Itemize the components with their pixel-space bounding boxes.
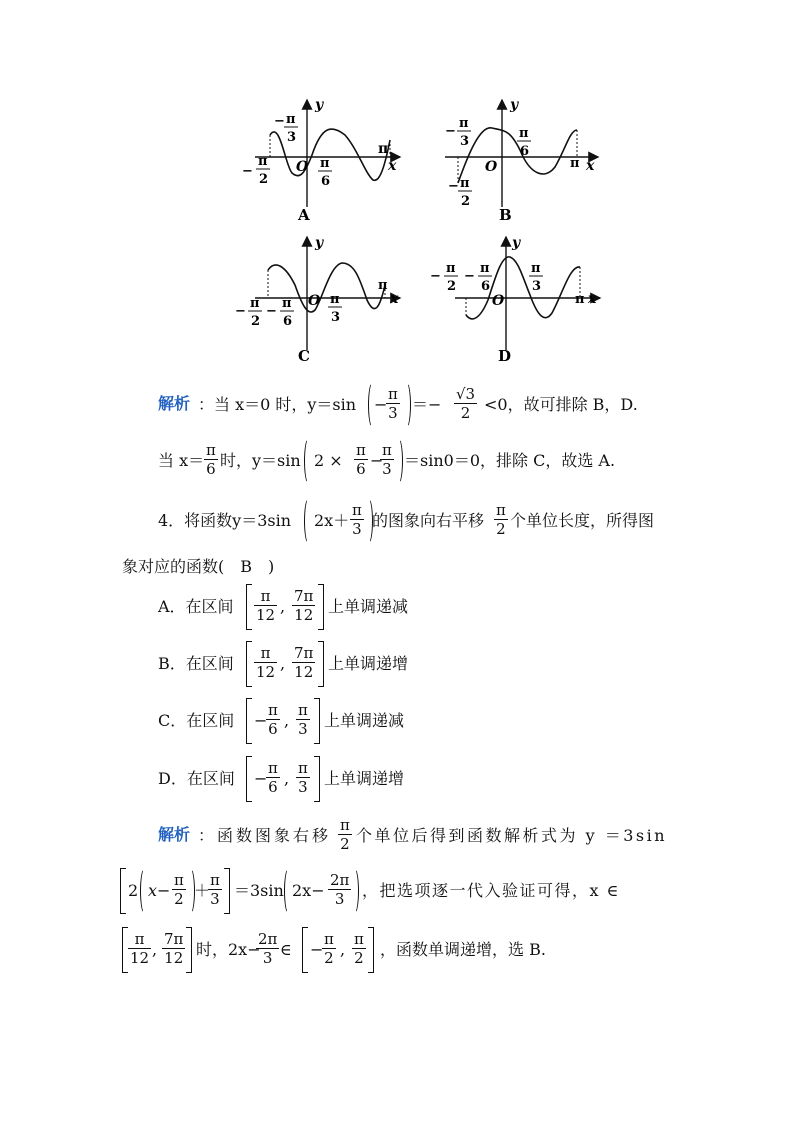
frac-7pi-12: $\frac{7\pi}{12}$ (164, 930, 184, 967)
paren-left (304, 438, 313, 484)
bracket-left (246, 641, 252, 687)
x-axis-label: x (388, 158, 397, 174)
svg-text:3: 3 (460, 134, 470, 149)
option-prefix: D．在区间 (158, 769, 235, 788)
option-lower-bound: $\frac{\pi}{6}$ (268, 759, 278, 796)
q4-stem-a: 4．将函数y＝3sin (158, 511, 292, 530)
svg-text:O: O (308, 293, 321, 309)
svg-text:π: π (480, 261, 490, 276)
option-suffix: 上单调递增 (324, 769, 405, 788)
comma: , (152, 940, 158, 959)
frac-2pi-3: $\frac{2\pi}{3}$ (330, 871, 350, 908)
analysis2-line2-d: ＝3sin (234, 881, 284, 900)
analysis1-text-c: ＝− (412, 395, 442, 414)
svg-text:x: x (390, 291, 399, 307)
frac-pi-2: $\frac{\pi}{2}$ (496, 501, 506, 538)
option-upper-bound: $\frac{7\pi}{12}$ (294, 587, 314, 624)
frac-pi-3: $\frac{\pi}{3}$ (382, 441, 392, 478)
graph-b-label: B (499, 206, 512, 224)
svg-text:−: − (274, 114, 285, 129)
svg-text:O: O (485, 159, 498, 175)
analysis2-line2-b: x− (148, 881, 171, 900)
paren-right (402, 382, 411, 428)
graph-b (445, 97, 598, 224)
graph-a (242, 97, 400, 224)
svg-text:y: y (510, 97, 519, 113)
plus-sign: ＋ (194, 881, 211, 900)
frac-pi-2: $\frac{\pi}{2}$ (324, 930, 334, 967)
svg-text:π: π (378, 278, 388, 293)
analysis2-line2-e: 2x− (292, 881, 325, 900)
svg-text:x: x (588, 291, 597, 307)
analysis-tag: 解析 (158, 396, 191, 413)
option-suffix: 上单调递减 (328, 597, 409, 616)
svg-text:−: − (242, 164, 253, 179)
svg-text:6: 6 (321, 174, 331, 189)
svg-text:−: − (266, 304, 277, 319)
frac-pi-3: $\frac{\pi}{3}$ (388, 385, 398, 422)
svg-text:π: π (575, 292, 585, 307)
option-prefix: B．在区间 (158, 654, 234, 673)
frac-pi-6: $\frac{\pi}{6}$ (356, 441, 366, 478)
q4-stem-line2: 象对应的函数( B ) (122, 557, 275, 576)
analysis1-line2-c: 2 × (314, 451, 343, 470)
svg-text:π: π (459, 116, 469, 131)
option-upper-bound: $\frac{\pi}{3}$ (298, 701, 308, 738)
frac-pi-2: $\frac{\pi}{2}$ (340, 816, 350, 853)
analysis2-line1-b: 个单位后得到函数解析式为 y ＝3sin (356, 826, 668, 845)
q4-stem-b: 2x＋ (314, 511, 350, 530)
comma: , (340, 940, 346, 959)
bracket-left (246, 698, 252, 744)
svg-text:−: − (464, 269, 475, 284)
svg-text:6: 6 (481, 279, 491, 294)
element-of: ∈ (280, 940, 292, 959)
graph-a-label: A (298, 206, 310, 224)
analysis1-line2-a: 当 x＝ (158, 451, 205, 470)
svg-text:2: 2 (461, 194, 471, 209)
q4-stem-c: 的图象向右平移 (372, 511, 485, 530)
option-suffix: 上单调递增 (328, 654, 409, 673)
svg-text:3: 3 (287, 130, 297, 145)
bracket-left (302, 927, 308, 973)
analysis1-text-a: ：当 x＝0 时，y＝sin (198, 395, 357, 414)
svg-text:y: y (315, 235, 324, 251)
bracket-right (318, 641, 324, 687)
analysis2-line3-a: 时，2x− (196, 940, 261, 959)
option-lower-bound: $\frac{\pi}{12}$ (256, 587, 276, 624)
analysis1-line2-b: 时，y＝sin (220, 451, 301, 470)
comma: , (284, 769, 290, 788)
svg-text:y: y (512, 235, 521, 251)
graph-d (430, 235, 600, 365)
svg-text:x: x (586, 158, 595, 174)
svg-text:π: π (250, 296, 260, 311)
frac-2pi-3: $\frac{2\pi}{3}$ (258, 930, 278, 967)
bracket-right (224, 868, 230, 914)
analysis-tag: 解析 (158, 827, 191, 844)
svg-text:π: π (282, 296, 292, 311)
svg-text:π: π (258, 154, 268, 169)
minus-sign: − (374, 395, 388, 414)
svg-text:3: 3 (331, 310, 341, 325)
svg-text:2: 2 (251, 314, 261, 329)
frac-pi-3: $\frac{\pi}{3}$ (210, 871, 220, 908)
svg-text:−: − (235, 304, 246, 319)
svg-text:−: − (448, 179, 459, 194)
bracket-right (186, 927, 192, 973)
graph-c (235, 235, 400, 365)
paren-left (304, 498, 313, 544)
frac-pi-2: $\frac{\pi}{2}$ (354, 930, 364, 967)
svg-text:π: π (286, 112, 296, 127)
analysis2-line3-c: ，函数单调递增，选 B. (380, 940, 546, 959)
analysis2-line2-f: ，把选项逐一代入验证可得，x ∈ (362, 881, 620, 900)
svg-text:3: 3 (532, 279, 542, 294)
option-suffix: 上单调递减 (324, 711, 405, 730)
option-prefix: A．在区间 (158, 597, 234, 616)
minus-sign: − (370, 451, 384, 470)
svg-text:π: π (320, 156, 330, 171)
svg-text:π: π (570, 156, 580, 171)
paren-right (394, 438, 403, 484)
bracket-left (246, 584, 252, 630)
option-lower-bound: $\frac{\pi}{6}$ (268, 701, 278, 738)
bracket-left (246, 756, 252, 802)
analysis1-line2-e: ＝sin0＝0，排除 C，故选 A. (404, 451, 616, 470)
frac-sqrt3-2: $\frac{√3}{2}$ (456, 385, 476, 422)
pi-label: π (378, 141, 389, 157)
y-axis-label: y (315, 97, 324, 113)
svg-text:π: π (330, 292, 340, 307)
frac-pi-6: $\frac{\pi}{6}$ (206, 441, 216, 478)
svg-text:6: 6 (520, 144, 530, 159)
svg-text:O: O (492, 293, 505, 309)
comma: , (284, 711, 290, 730)
frac-pi-2: $\frac{\pi}{2}$ (174, 871, 184, 908)
svg-text:π: π (446, 261, 456, 276)
svg-text:2: 2 (259, 172, 269, 187)
bracket-right (368, 927, 374, 973)
paren-right (350, 868, 359, 914)
bracket-left (120, 868, 126, 914)
analysis2-line1-a: ：函数图象右移 (198, 826, 332, 845)
svg-text:π: π (460, 176, 470, 191)
graph-d-label: D (498, 347, 512, 365)
bracket-right (314, 698, 320, 744)
graph-c-label: C (298, 347, 310, 365)
bracket-right (318, 584, 324, 630)
svg-text:π: π (519, 126, 529, 141)
svg-text:2: 2 (447, 279, 457, 294)
q4-stem-d: 个单位长度，所得图 (510, 511, 655, 530)
option-upper-bound: $\frac{7\pi}{12}$ (294, 644, 314, 681)
origin-label: O (296, 159, 309, 175)
analysis2-line2-a: 2 (128, 881, 139, 900)
graphs-figure (230, 95, 620, 375)
svg-text:π: π (531, 261, 541, 276)
bracket-right (314, 756, 320, 802)
option-upper-bound: $\frac{\pi}{3}$ (298, 759, 308, 796)
svg-text:−: − (430, 269, 441, 284)
option-lower-bound: $\frac{\pi}{12}$ (256, 644, 276, 681)
analysis1-text-d: <0，故可排除 B，D. (484, 395, 638, 414)
minus-sign: − (310, 940, 324, 959)
svg-text:6: 6 (283, 314, 293, 329)
minus-sign: − (254, 769, 268, 788)
comma: , (280, 654, 286, 673)
option-prefix: C．在区间 (158, 711, 235, 730)
frac-pi-12: $\frac{\pi}{12}$ (130, 930, 150, 967)
svg-text:−: − (445, 124, 456, 139)
frac-pi-3: $\frac{\pi}{3}$ (352, 501, 362, 538)
minus-sign: − (254, 711, 268, 730)
comma: , (280, 597, 286, 616)
